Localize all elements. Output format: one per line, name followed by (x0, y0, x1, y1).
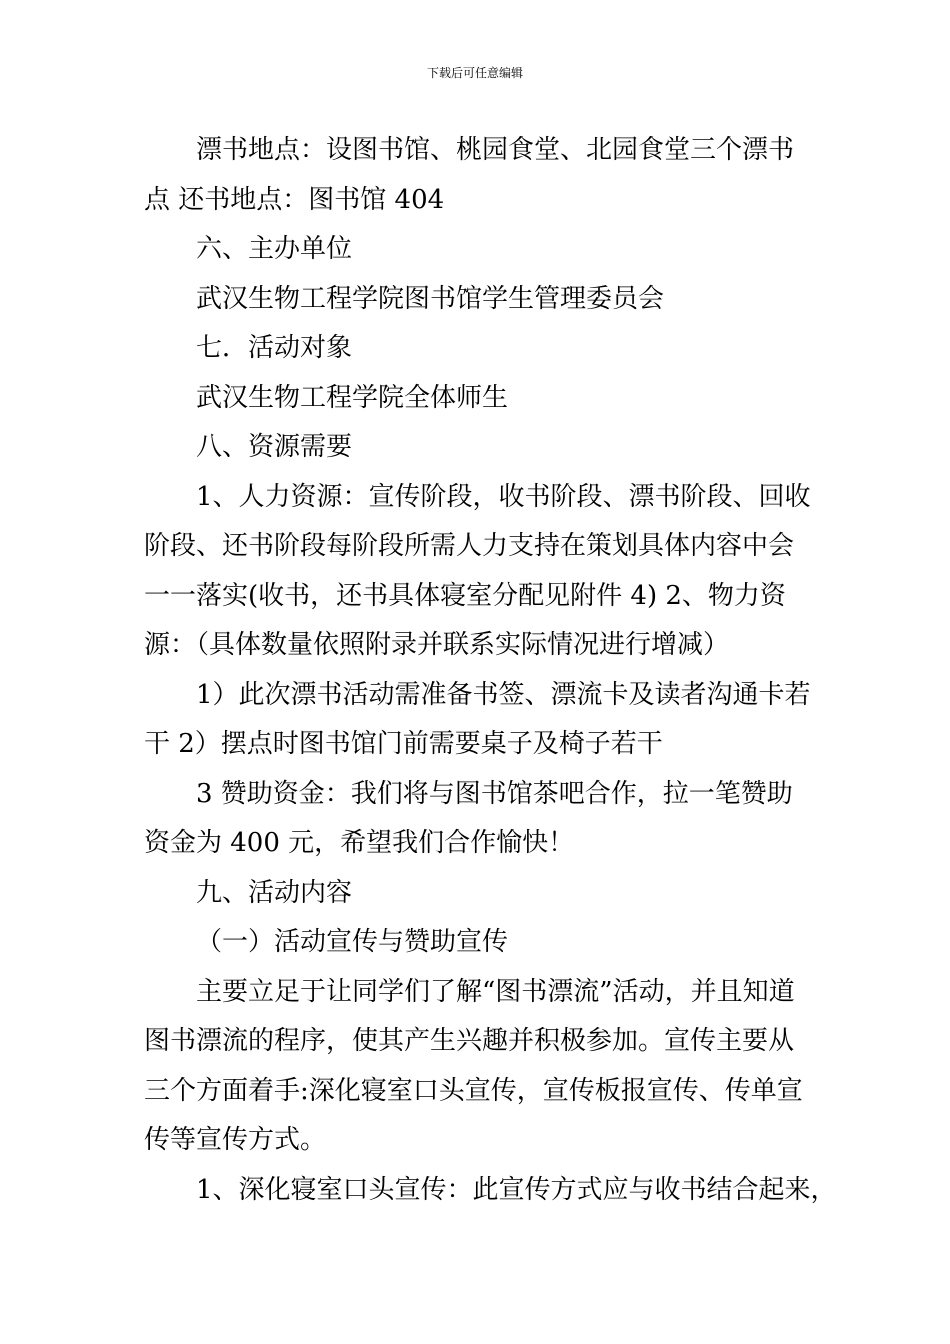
paragraph-target-audience: 武汉生物工程学院全体师生 (196, 382, 509, 413)
paragraph-human-resources: 1、人力资源：宣传阶段，收书阶段、漂书阶段、回收阶段、还书阶段每阶段所需人力支持在策划具体内容中会一一落实(收书，还书具体寝室分配见附件 4) 2、物力资源：（具体数量依照附录并联系实际情况进行增减） (144, 481, 811, 660)
subheading-publicity: （一）活动宣传与赞助宣传 (196, 927, 509, 957)
document-body (144, 126, 837, 1215)
paragraph-organizer: 武汉生物工程学院图书馆学生管理委员会 (196, 283, 665, 314)
heading-activity-content: 九、活动内容 (196, 877, 353, 908)
heading-target-audience: 七．活动对象 (196, 333, 353, 363)
paragraph-book-drift-locations: 漂书地点：设图书馆、桃园食堂、北园食堂三个漂书点 还书地点：图书馆 404 (144, 135, 795, 215)
heading-resource-needs: 八、资源需要 (196, 432, 353, 462)
paragraph-publicity-description: 主要立足于让同学们了解“图书漂流”活动，并且知道图书漂流的程序，使其产生兴趣并积极参加。宣传主要从三个方面着手:深化寝室口头宣传，宣传板报宣传、传单宣传等宣传方式。 (144, 976, 803, 1155)
paragraph-sponsorship-funds: 3 赞助资金：我们将与图书馆茶吧合作，拉一笔赞助资金为 400 元，希望我们合作愉快！ (144, 778, 793, 858)
paragraph-material-items: 1）此次漂书活动需准备书签、漂流卡及读者沟通卡若干 2）摆点时图书馆门前需要桌子及椅子若干 (144, 679, 811, 759)
page-header: 下载后可任意编辑 (426, 66, 523, 80)
heading-organizer: 六、主办单位 (196, 234, 353, 264)
paragraph-dorm-publicity: 1、深化寝室口头宣传：此宣传方式应与收书结合起来， (196, 1174, 837, 1205)
